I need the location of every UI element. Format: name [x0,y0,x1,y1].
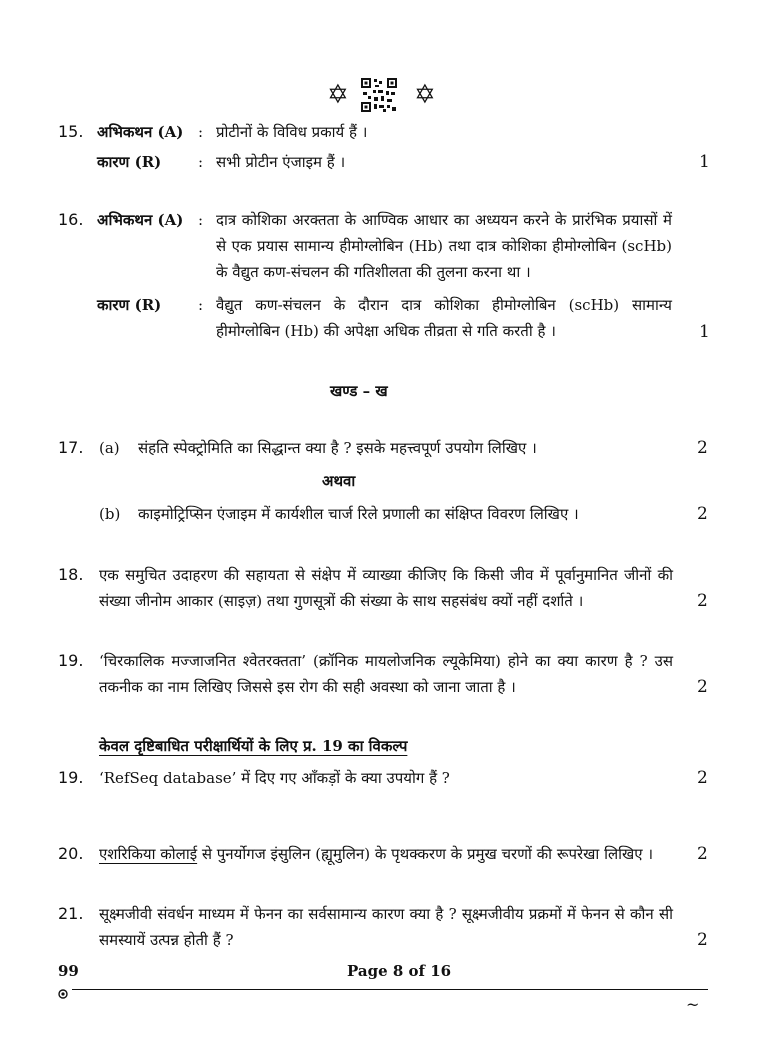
q16-colon-2: : [198,296,204,314]
q15-marks: 1 [699,152,710,172]
qr-code-icon [361,78,397,112]
q15-number: 15. [58,122,84,141]
q19-text: ‘चिरकालिक मज्जाजनित श्वेतरक्तता’ (क्रॉनिक मायलोजनिक ल्यूकेमिया) होने का क्या कारण है ? उस तकनीक का नाम लिखिए जिससे इस रोग की सही अवस्था को जाना जाता है । [99,652,673,696]
q19-alt-marks: 2 [697,768,708,788]
q19-number: 19. [58,651,84,670]
q18-marks: 2 [697,591,708,611]
q16-number: 16. [58,210,84,229]
paper-code: 99 [58,962,79,980]
q17-b-marks: 2 [697,504,708,524]
section-title: खण्ड – ख [330,382,388,400]
q16-colon-1: : [198,211,204,229]
q16-assertion-label: अभिकथन (A) [97,211,184,229]
footer-emblem-icon [58,984,68,994]
q17-a-text: संहति स्पेक्ट्रोमिति का सिद्धान्त क्या है ? इसके महत्त्वपूर्ण उपयोग लिखिए । [138,439,537,457]
q17-number: 17. [58,438,84,457]
q20-marks: 2 [697,844,708,864]
star-of-david-icon-left: ✡ [327,80,349,110]
q16-reason-label: कारण (R) [97,296,162,314]
q16-reason-text: वैद्युत कण-संचलन के दौरान दात्र कोशिका हीमोग्लोबिन (scHb) सामान्य हीमोग्लोबिन (Hb) की अपेक्षा अधिक तीव्रता से गति करती है । [216,296,672,340]
footer-tilde: ~ [686,995,700,1014]
q17-a-label: (a) [99,439,120,457]
q20-text-rest: से पुनर्योगज इंसुलिन (ह्यूमुलिन) के पृथक्करण के प्रमुख चरणों की रूपरेखा लिखिए । [197,845,654,863]
q19-marks: 2 [697,677,708,697]
q21-marks: 2 [697,930,708,950]
q21-text: सूक्ष्मजीवी संवर्धन माध्यम में फेनन का सर्वसामान्य कारण क्या है ? सूक्ष्मजीवीय प्रक्रमों में फेनन से कौन सी समस्यायें उत्पन्न होती हैं ? [99,905,673,949]
footer-rule [72,989,708,990]
q15-assertion-label: अभिकथन (A) [97,123,184,141]
q20-organism-name: एशरिकिया कोलाई [99,845,198,863]
q17-b-text: काइमोट्रिप्सिन एंजाइम में कार्यशील चार्ज रिले प्रणाली का संक्षिप्त विवरण लिखिए । [138,505,579,523]
q15-colon-2: : [198,153,204,171]
q17-a-marks: 2 [697,438,708,458]
q17-or-label: अथवा [322,472,356,490]
q19-alt-text: ‘RefSeq database’ में दिए गए आँकड़ों के क्या उपयोग हैं ? [99,769,450,787]
q15-colon-1: : [198,123,204,141]
q17-b-label: (b) [99,505,121,523]
q20-text [99,841,653,867]
q15-reason-text: सभी प्रोटीन एंजाइम हैं । [216,153,346,171]
q18-text: एक समुचित उदाहरण की सहायता से संक्षेप में व्याख्या कीजिए कि किसी जीव में पूर्वानुमानित जीनों की संख्या जीनोम आकार (साइज़) तथा गुणसूत्रों की संख्या के साथ सहसंबंध क्यों नहीं दर्शाते । [99,566,673,610]
visually-impaired-heading: केवल दृष्टिबाधित परीक्षार्थियों के लिए प्र. 19 का विकल्प [99,737,408,755]
page-number: Page 8 of 16 [347,962,452,980]
q20-number: 20. [58,844,84,863]
q18-number: 18. [58,565,84,584]
q15-reason-label: कारण (R) [97,153,162,171]
q16-marks: 1 [699,322,710,342]
star-of-david-icon-right: ✡ [414,80,436,110]
q19-alt-number: 19. [58,768,84,787]
q15-assertion-text: प्रोटीनों के विविध प्रकार्य हैं । [216,123,368,141]
q21-number: 21. [58,904,84,923]
q16-assertion-text: दात्र कोशिका अरक्तता के आण्विक आधार का अध्ययन करने के प्रारंभिक प्रयासों में से एक प्रयास सामान्य हीमोग्लोबिन (Hb) तथा दात्र कोशिका हीमोग्लोबिन (scHb) के वैद्युत कण-संचलन की गतिशीलता की तुलना करना था । [216,211,672,281]
